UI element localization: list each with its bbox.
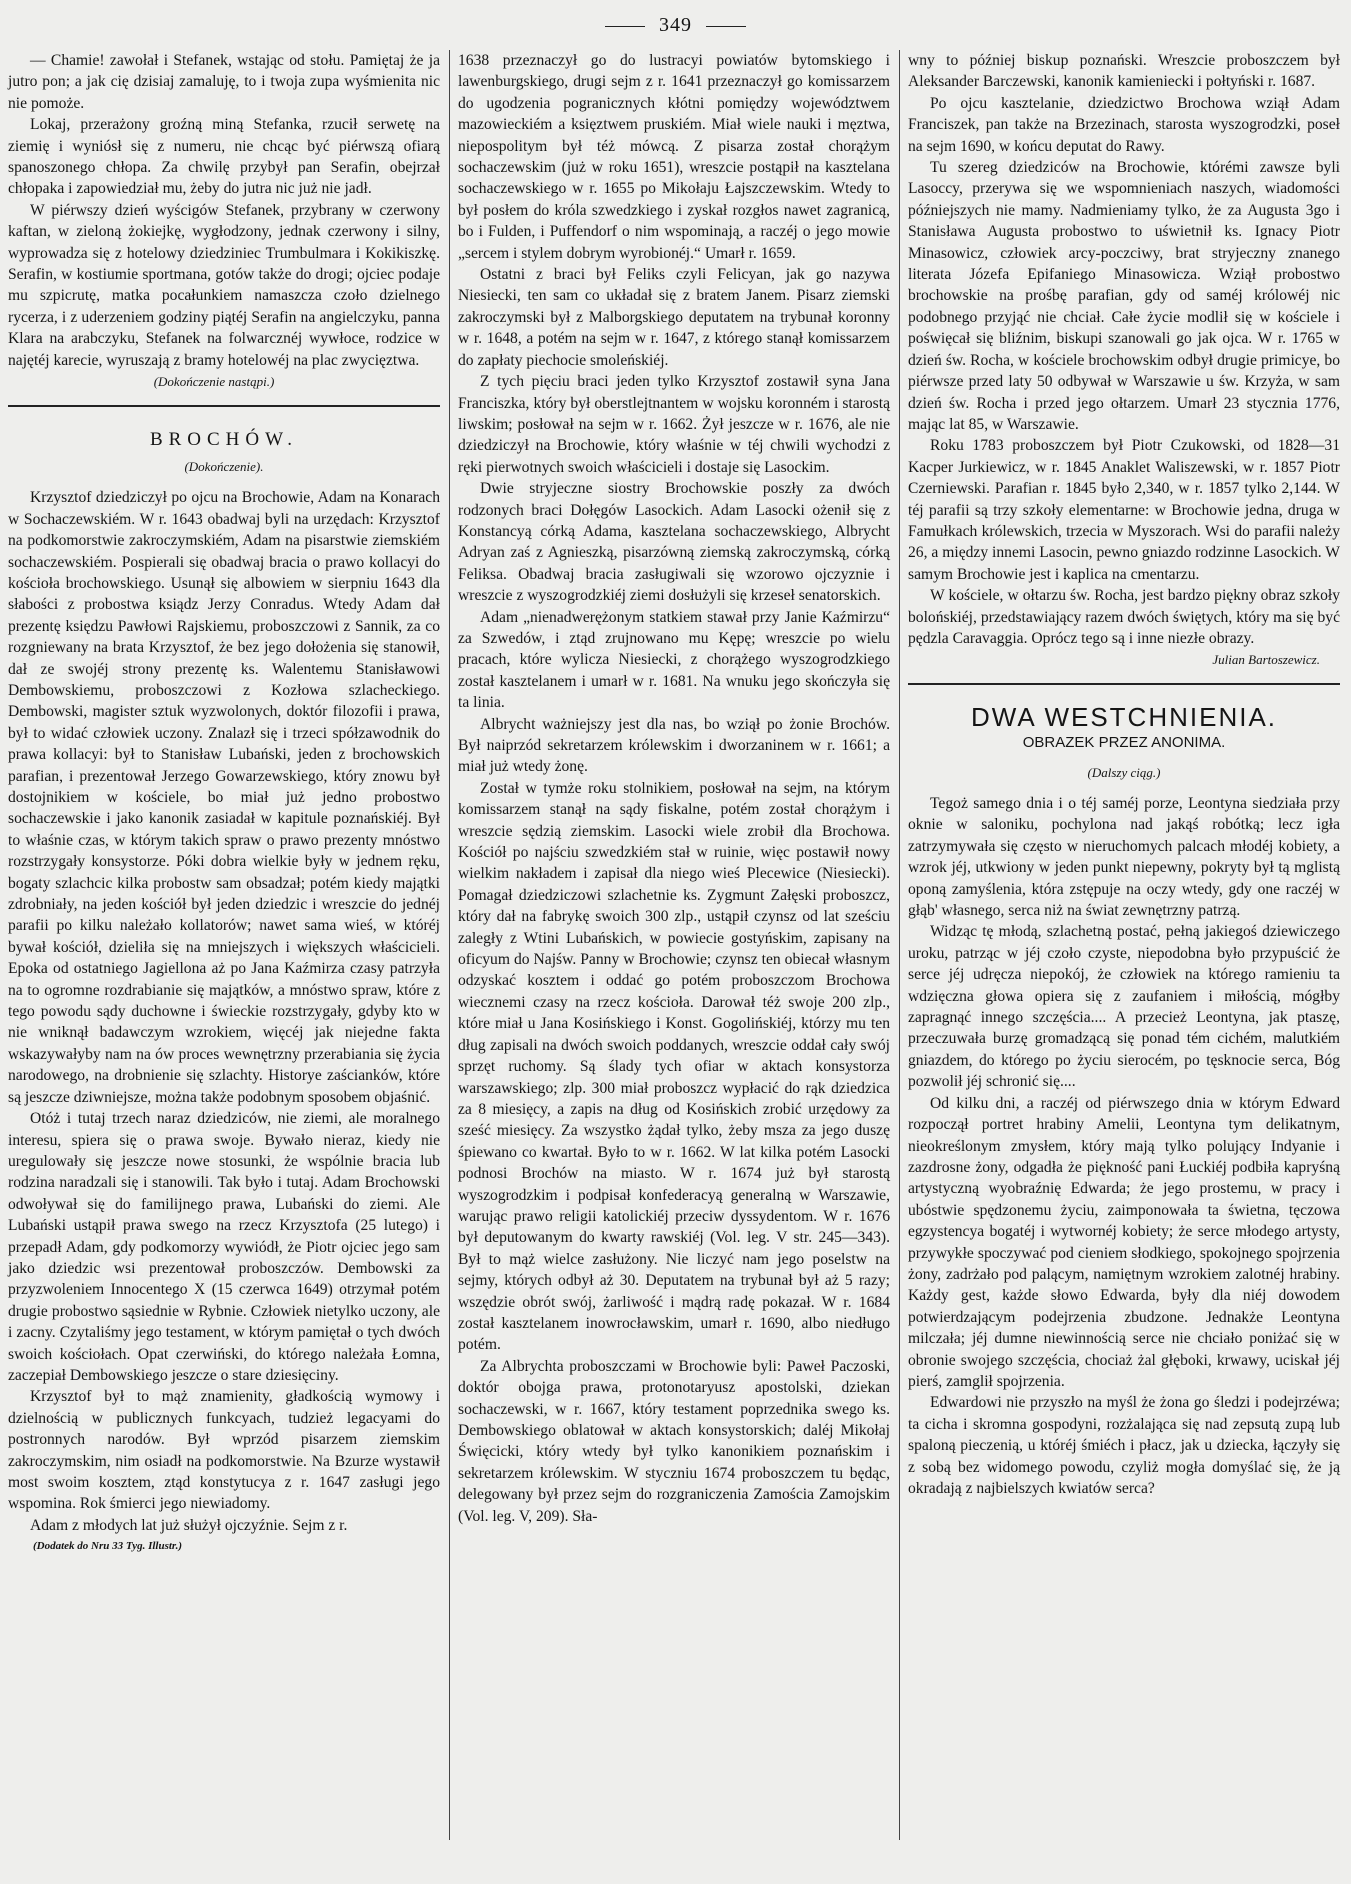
- paragraph: Lokaj, przerażony groźną miną Stefanka, rzucił serwetę na ziemię i wyniósł się z numeru, nie chcąc być piérwszą ofiarą spanoszonego chłopa. Za chwilę przybył pan Serafin, obejrzał chłopaka i zapowiedział mu, żeby do jutra nic już nie jadł.: [8, 116, 440, 198]
- page-number: 349: [0, 14, 1351, 37]
- paragraph: Za Albrychta proboszczami w Brochowie byli: Paweł Paczoski, doktór obojga prawa, protonotaryusz apostolski, dziekan sochaczewski, w r. 1667, który testament poprzednika swego ks. Dembowskiego oblatował w aktach konsystorskich; daléj Mikołaj Święcicki, który wtedy był tylko kanonikiem poznańskim i sekretarzem królewskim. W styczniu 1674 proboszczem tu będąc, delegowany był przez sejm do rozgraniczenia Zamościa Zamojskim (Vol. leg. V, 209). Sła-: [458, 1357, 890, 1525]
- footnote: (Dodatek do Nru 33 Tyg. Illustr.): [33, 1540, 183, 1553]
- paragraph: Adam z młodych lat już służył ojczyźnie. Sejm z r.: [30, 1516, 348, 1534]
- section-divider: [908, 683, 1340, 685]
- column-divider: [899, 50, 900, 1840]
- paragraph: Albrycht ważniejszy jest dla nas, bo wziął po żonie Brochów. Był naiprzód sekretarzem królewskim i dworzaninem w r. 1661; a miał już wtedy żonę.: [458, 715, 890, 776]
- story-body: [908, 793, 1340, 1499]
- article-body-continued: [458, 50, 890, 1527]
- story-ending: [8, 50, 440, 371]
- story-note: (Dalszy ciąg.): [1087, 764, 1161, 780]
- paragraph: W piérwszy dzień wyścigów Stefanek, przybrany w czerwony kaftan, w zieloną żokiejkę, wygłodzony, jednak czerwony i silny, wyprowadza się z hotelowy dziedziniec Trumbulmara i Kokikiszkę. Serafin, w kostiumie sportmana, gotów także do drogi; ojciec podaje mu szpicrutę, matka pocałunkiem namaszcza czoło dzielnego rycerza, i z uderzeniem godziny piątéj Serafin na angielczyku, panna Klara na arabczyku, Stefanek na folwarcznéj wywłoce, rodzice w najętéj karecie, wyruszają z bramy hotelowéj na plac zwycięztwa.: [8, 201, 440, 369]
- paragraph: Adam „nienadwerężonym statkiem stawał przy Janie Kaźmirzu“ za Szwedów, i ztąd zrujnowano mu Kępę; wreszcie po wielu pracach, które wylicza Niesiecki, z chorążego wyszogrodzkiego został kasztelanem i umarł w r. 1681. Na wnuku jego skończyła się ta linia.: [458, 608, 890, 712]
- article-body-continued: [908, 50, 1340, 649]
- paragraph: Z tych pięciu braci jeden tylko Krzysztof zostawił syna Jana Franciszka, który był oberstlejtnantem w wojsku koronném i starostą liwskim; posłował na sejm w r. 1662. Żył jeszcze w r. 1676, ale nie dziedziczył na Brochowie, który właśnie w téj chwili wychodzi z ręki pierwotnych swoich właścicieli i dostaje się Lasockim.: [458, 373, 890, 476]
- paragraph: 1638 przeznaczył go do lustracyi powiatów bytomskiego i lawenburgskiego, drugi sejm z r. 1641 przeznaczył go komissarzem do ugodzenia pogranicznych kłótni pomiędzy województwem mazowieckiém a księztwem pruskiém. Miał wiele nauki i męztwa, niepospolitym był téż mówcą. Z pisarza został chorążym sochaczewskim (już w roku 1651), wreszcie postąpił na kasztelana sochaczewskiego w r. 1655 po Mikołaju Łajszczewskim. Wtedy to był posłem do króla szwedzkiego i zyskał rozgłos nawet zagranicą, bo i Fulden, i Puffendorf o nim wspominają, a raczéj o jego mowie „sercem i stylem dobrym wyrobionéj.“ Umarł r. 1659.: [458, 52, 890, 262]
- article-subtitle: (Dokończenie).: [184, 458, 264, 474]
- paragraph: Widząc tę młodą, szlachetną postać, pełną jakiegoś dziewiczego uroku, patrząc w jéj czoło czyste, niepodobna było przypuścić że serce jéj udręcza niepokój, że człowiek na którego ramieniu ta wdzięczna głowa opiera się z zaufaniem i miłością, mógłby zapragnąć innego szczęścia.... A przecież Leontyna, jak ptaszę, przeczuwała burzę gromadzącą się ponad tém cichém, malutkiém gniazdem, do którego po życiu sierocém, po tęsknocie serca, Bóg pozwolił jéj schronić się....: [908, 923, 1340, 1091]
- paragraph: Tegoż samego dnia i o téj saméj porze, Leontyna siedziała przy oknie w saloniku, pochylona nad jakąś robótką; lecz igła zatrzymywała się często w nieruchomych palcach młodéj kobiety, a wzrok jéj, utkwiony w jeden punkt niepewny, pokryty był tą mglistą oponą zamyślenia, która zstępuje na oczy wtedy, gdy one raczéj w głąb' własnego, serca niż na świat zewnętrzny patrzą.: [908, 795, 1340, 920]
- paragraph: Krzysztof dziedziczył po ojcu na Brochowie, Adam na Konarach w Sochaczewskiém. W r. 1643 obadwaj byli na urzędach: Krzysztof na podkomorstwie zakroczymskiém, Adam na pisarstwie ziemskiém sochaczewskiém. Pospierali się obadwaj bracia o prawo kollacyi do kościoła brochowskiego. Usunął się albowiem w sierpniu 1643 dla słabości z probostwa ksiądz Jerzy Conradus. Wtedy Adam dał prezentę księdzu Pawłowi Rajskiemu, proboszczowi z Sannik, za co rozgniewany na brata Krzysztof, że bez jego dołożenia się stanowił, dał ze swojéj strony prezentę ks. Walentemu Stanisławowi Dembowskiemu, proboszczowi z Kozłowa szlacheckiego. Dembowski, magister sztuk wyzwolonych, doktór filozofii i prawa, był to widać człowiek uczony. Znalazł się i trzeci spółzawodnik do prawa kollacyi: był to Stanisław Lubański, jeden z brochowskich parafian, i prezentował Jerzego Gowarzewskiego, który znowu był dostojnikiem w kościele, bo miał już jedno probostwo sochaczewskie i jako kanonik zasiadał w kapitule poznańskiéj. Był to właśnie czas, w którym takich spraw o prawo prezenty mnóstwo rozstrzygały konsystorze. Póki dobra wielkie były w jednem ręku, bogaty szlachcic kilka probostw sam obsadzał; potém kiedy majątki zdrobniały, na jeden kościół był jeden dziedzic i wreszcie do jednéj parafii po kilku należało kollatorów; nawet sama wieś, w któréj bywał kościół, dzieliła się na mniejszych i większych właścicieli. Epoka od ostatniego Jagiellona aż po Jana Kaźmirza czasy patrzyła na to ogromne rozdrabianie się majątków, a mnóstwo spraw, które z tego powodu sądy duchowne i świeckie rozstrzygały, gdyby kto w nie wniknął badawczym wzrokiem, więcéj jak niejedne fakta wskazywałyby nam na ów proces wewnętrzny przerabiania się życia narodowego, na drobnienie się szlachty. Historye zaścianków, które są jeszcze dziwniejsze, można także podobnym sposobem objaśnić.: [8, 489, 440, 1106]
- column-2: [458, 50, 890, 1527]
- paragraph: Otóż i tutaj trzech naraz dziedziców, nie ziemi, ale moralnego interesu, spiera się o prawa swoje. Bywało nieraz, kiedy nie uregulowały się jeszcze nowe stosunki, że wspólnie bracia lub rodzina naradzali się i stanowili. Tak było i tutaj. Adam Brochowski odwoływał się do familijnego prawa, Lubański do ziemi. Ale Lubański ustąpił prawa swego na rzecz Krzysztofa (25 lutego) i przepadł Adam, gdy podkomorzy wywiódł, że Piotr ojciec jego sam jako dziedzic wsi prezentował proboszczów. Dembowski za przyzwoleniem Innocentego X (15 czerwca 1649) otrzymał potém drugie probostwo sąsiednie w Rybnie. Człowiek nietylko uczony, ale i zacny. Czytaliśmy jego testament, w którym pamiętał o tych dwóch swoich kościołach. Opat czerwiński, do którego należała Łomna, zaczepiał Dembowskiego jeszcze o stare dziesięciny.: [8, 1110, 440, 1384]
- paragraph: Roku 1783 proboszczem był Piotr Czukowski, od 1828—31 Kacper Jurkiewicz, w r. 1845 Anaklet Waliszewski, w r. 1857 Piotr Czerniewski. Parafian r. 1845 było 2,340, w r. 1857 tylko 2,144. W téj parafii są trzy szkoły elementarne: w Brochowie jedna, druga w Famułkach królewskich, trzecia w Myszorach. Wsi do parafii należy 26, a między innemi Lasocin, pewno gniazdo rodzinne Lasockich. W samym Brochowie jest i kaplica na cmentarzu.: [908, 437, 1340, 583]
- paragraph: Ostatni z braci był Feliks czyli Felicyan, jak go nazywa Niesiecki, ten sam co układał się z bratem Janem. Pisarz ziemski zakroczymski był z Malborgskiego deputatem na trybunał koronny w r. 1648, a potém na sejm w r. 1647, z którego stanął komissarzem do zapłaty piechocie smoleńskiéj.: [458, 266, 890, 369]
- column-divider: [449, 50, 450, 1840]
- author-signature: Julian Bartoszewicz.: [1212, 652, 1320, 668]
- paragraph: Od kilku dni, a raczéj od piérwszego dnia w którym Edward rozpoczął portret hrabiny Amelii, Leontyna tym delikatnym, nieokreślonym zmysłem, który mają tylko polujący Indyanie i zazdrosne żony, odgadła że piękność pani Łuckiéj podbiła kapryśną artystyczną wyobraźnię Edwarda; że jego prostemu, w pracy i ubóstwie spędzonemu życiu, zaimponowała ta świetna, tęczowa egzystencya bogatéj i wytwornéj kobiety; że serce młodego artysty, przywykłe spoczywać pod cieniem słodkiego, spokojnego spojrzenia żony, zadrżało pod palącym, namiętnym wzrokiem zalotnéj hrabiny. Każdy gest, każde słowo Edwarda, były dla niéj dowodem potwierdzającym podejrzenia zbudzone. Jednakże Leontyna milczała; jéj dumne niewinnością serce nie chciało poniżać się w obronie swojego szczęścia, chociaż żal głęboki, krwawy, uciskał jéj pierś, zamglił spojrzenia.: [908, 1094, 1340, 1390]
- story-title: DWA WESTCHNIENIA.: [970, 701, 1278, 732]
- column-3: [908, 50, 1340, 1499]
- article-body: [8, 487, 440, 1536]
- story-subtitle: OBRAZEK PRZEZ ANONIMA.: [1022, 734, 1226, 752]
- paragraph: Tu szereg dziedziców na Brochowie, którémi zawsze byli Lasoccy, przerywa się we wspomnieniach naszych, wiadomości późniejszych nie mamy. Nadmieniamy tylko, że za Augusta 3go i Stanisława Augusta probostwo to uświetnił ks. Ignacy Piotr Minasowicz, człowiek arcy-poczciwy, brat stryjeczny znanego literata Józefa Epifaniego Minasowicza. Wziął probostwo brochowskie na prośbę parafian, gdy od saméj królowéj nic podobnego przyjąć nie chciał. Całe życie modlił się w kościele i poświęcał się bliźnim, biskupi szanowali go jak ojca. W r. 1765 w dzień św. Rocha, w kościele brochowskim odbył drugie primicye, bo piérwsze przed laty 50 odbywał w Warszawie u św. Krzyża, w sam dzień św. Rocha i przed jego ołtarzem. Umarł 23 stycznia 1776, mając lat 85, w Warszawie.: [908, 159, 1340, 433]
- paragraph: Został w tymże roku stolnikiem, posłował na sejm, na którym komissarzem stanął na sądy fiskalne, potém został chorążym i wreszcie sędzią ziemskim. Lasocki wiele zrobił dla Brochowa. Kościół po najściu szwedzkiém stał w ruinie, więc postawił nowy wielkim nakładem i zapisał dla niego wieś Plecewice (Niesiecki). Pomagał dziedziczowi szlachetnie ks. Zygmunt Załęski proboszcz, który dał na fabrykę swoich 300 zlp., ustąpił czynsz od lat sześciu zaległy z Wtini Lubańskich, w powiecie gostyńskim, zapisany na oficyum do Najśw. Panny w Brochowie; czynsz ten obiecał własnym odzyskać kosztem i oddać go potém proboszczom Brochowa wiecznemi czasy na rzecz kościoła. Darował téż swoje 200 zlp., które miał u Jana Kosińskiego i Konst. Gogolińskiéj, którzy mu ten dług zapisali na dwóch swoich poddanych, wreszcie oddał cały swój sprzęt ruchomy. Są ślady tych ofiar w aktach konsystorza warszawskiego; zlp. 300 miał proboszcz wypłacić do rąk dziedzica za 8 miesięcy, a zapis na dług od Kosińskich zrobić urzędowy za sześć miesięcy. Za wszystko żądał tylko, żeby msza za jego duszę śpiewano co kwartał. Było to w r. 1662. W lat kilka potém Lasocki podnosi Brochów na miasto. W r. 1674 już był starostą wyszogrodzkim i podpisał konfederacyą generalną w Warszawie, warując prawo religii katolickiéj przeciw dyssydentom. W r. 1676 był deputowanym do kwarty rawskiéj (Vol. leg. V str. 245—343). Był to mąż wielce zasłużony. Nie liczyć nam jego poselstw na sejmy, których odbył aż 30. Deputatem na trybunał był aż 5 razy; wszędzie obrót swój, żarliwość i mądrą radę pokazał. W r. 1684 został kasztelanem inowrocławskim, umarł r. 1690, albo niedługo potém.: [458, 779, 890, 1354]
- article-title: BROCHÓW.: [149, 428, 299, 450]
- section-divider: [8, 405, 440, 407]
- paragraph: Dwie stryjeczne siostry Brochowskie poszły za dwóch rodzonych braci Dołęgów Lasockich. Adam Lasocki ożenił się z Konstancyą córką Adama, kasztelana sochaczewskiego, Albrycht Adryan zaś z Agnieszką, pisarzówną ziemską zakroczymską, córką Feliksa. Obadwaj bracia zasługiwali się wzorowo ojczyznie i wreszcie z wyszogrodzkiéj ziemi dosłużyli się krzeseł senatorskich.: [458, 480, 890, 605]
- paragraph: wny to później biskup poznański. Wreszcie proboszczem był Aleksander Barczewski, kanonik kamieniecki i połtyński r. 1687.: [908, 52, 1340, 91]
- paragraph: Po ojcu kasztelanie, dziedzictwo Brochowa wziął Adam Franciszek, pan także na Brzezinach, starosta wyszogrodzki, poseł na sejm 1690, w końcu deputat do Rawy.: [908, 94, 1340, 155]
- continued-note: (Dokończenie nastąpi.): [153, 374, 275, 390]
- paragraph: Edwardowi nie przyszło na myśl że żona go śledzi i podejrzéwa; ta cicha i skromna gospodyni, rozżalająca się nad zepsutą zupą lub spaloną pieczenią, u któréj śmiéch i płacz, jak u dziecka, łączyły się z sobą bez widomego powodu, czyliż mogła domyślać się, że ją okradają z najbielszych kwiatów serca?: [908, 1394, 1340, 1497]
- paragraph: W kościele, w ołtarzu św. Rocha, jest bardzo piękny obraz szkoły bolońskiéj, przedstawiający razem dwóch świętych, który ma się być pędzla Caravaggia. Oprócz tego są i inne niezłe obrazy.: [908, 587, 1340, 647]
- paragraph: — Chamie! zawołał i Stefanek, wstając od stołu. Pamiętaj że ja jutro pon; a jak cię dzisiaj zamaluję, to i twoja zupa wyśmienita nic nie pomoże.: [8, 52, 440, 112]
- column-1: [8, 50, 440, 1558]
- paragraph: Krzysztof był to mąż znamienity, gładkością wymowy i dzielnością w publicznych funkcyach, tudzież legacyami do postronnych narodów. Był wprzód pisarzem ziemskim zakroczymskim, nim osiadł na podkomorstwie. Na Bzurze wystawił most swoim kosztem, ztąd konstytucya z r. 1647 zasługi jego wspomina. Rok śmierci jego niewiadomy.: [8, 1388, 440, 1513]
